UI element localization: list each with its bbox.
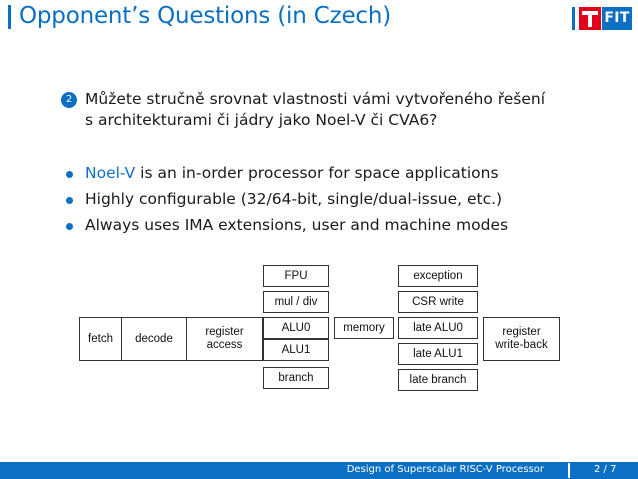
footer-talk-title: Design of Superscalar RISC-V Processor bbox=[346, 464, 544, 475]
stage-branch: branch bbox=[263, 367, 329, 389]
bullet-text: is an in-order processor for space applications bbox=[135, 164, 499, 182]
bullet-marker bbox=[66, 223, 73, 230]
bullet-item-ima-extensions bbox=[85, 216, 508, 234]
stage-alu0: ALU0 bbox=[263, 317, 329, 339]
stage-late-branch: late branch bbox=[398, 369, 478, 391]
question-line-2: s architekturami či jádry jako Noel-V či CVA6? bbox=[85, 111, 438, 129]
stage-fpu: FPU bbox=[263, 265, 329, 287]
slide-header bbox=[0, 0, 638, 36]
stage-decode: decode bbox=[121, 317, 187, 361]
stage-label: write-back bbox=[495, 339, 548, 351]
page-number: 2 / 7 bbox=[594, 464, 617, 475]
footer-separator bbox=[568, 463, 570, 478]
title-accent-bar bbox=[8, 5, 11, 29]
stage-late-alu0: late ALU0 bbox=[398, 317, 478, 339]
bullet-item-configurable bbox=[85, 190, 502, 208]
slide-footer bbox=[0, 462, 638, 479]
question-number-badge: 2 bbox=[61, 92, 77, 108]
stage-fetch: fetch bbox=[79, 317, 122, 361]
slide-title: Opponent’s Questions (in Czech) bbox=[19, 3, 391, 29]
stage-register-access bbox=[186, 317, 263, 361]
bullet-marker bbox=[66, 171, 73, 178]
stage-label: access bbox=[206, 339, 243, 351]
stage-csr-write: CSR write bbox=[398, 291, 478, 313]
stage-late-alu1: late ALU1 bbox=[398, 343, 478, 365]
bullet-text: Highly configurable (32/64-bit, single/dual-issue, etc.) bbox=[85, 190, 503, 208]
vut-logo-icon bbox=[579, 7, 601, 30]
stage-alu1: ALU1 bbox=[263, 339, 329, 361]
bullet-marker bbox=[66, 197, 73, 204]
logo-separator bbox=[572, 7, 575, 30]
stage-mul-div: mul / div bbox=[263, 291, 329, 313]
stage-register-write-back bbox=[483, 317, 560, 361]
stage-label: register bbox=[205, 326, 244, 338]
fit-logo: FIT bbox=[602, 7, 632, 30]
question-line-1: Můžete stručně srovnat vlastnosti vámi vytvořeného řešení bbox=[85, 90, 546, 108]
bullet-highlight: Noel-V bbox=[85, 164, 136, 182]
stage-label: register bbox=[502, 326, 541, 338]
bullet-item-noel-v bbox=[85, 164, 499, 182]
stage-exception: exception bbox=[398, 265, 478, 287]
bullet-text: Always uses IMA extensions, user and machine modes bbox=[85, 216, 509, 234]
t-glyph-icon bbox=[579, 7, 601, 30]
stage-memory: memory bbox=[334, 317, 394, 339]
